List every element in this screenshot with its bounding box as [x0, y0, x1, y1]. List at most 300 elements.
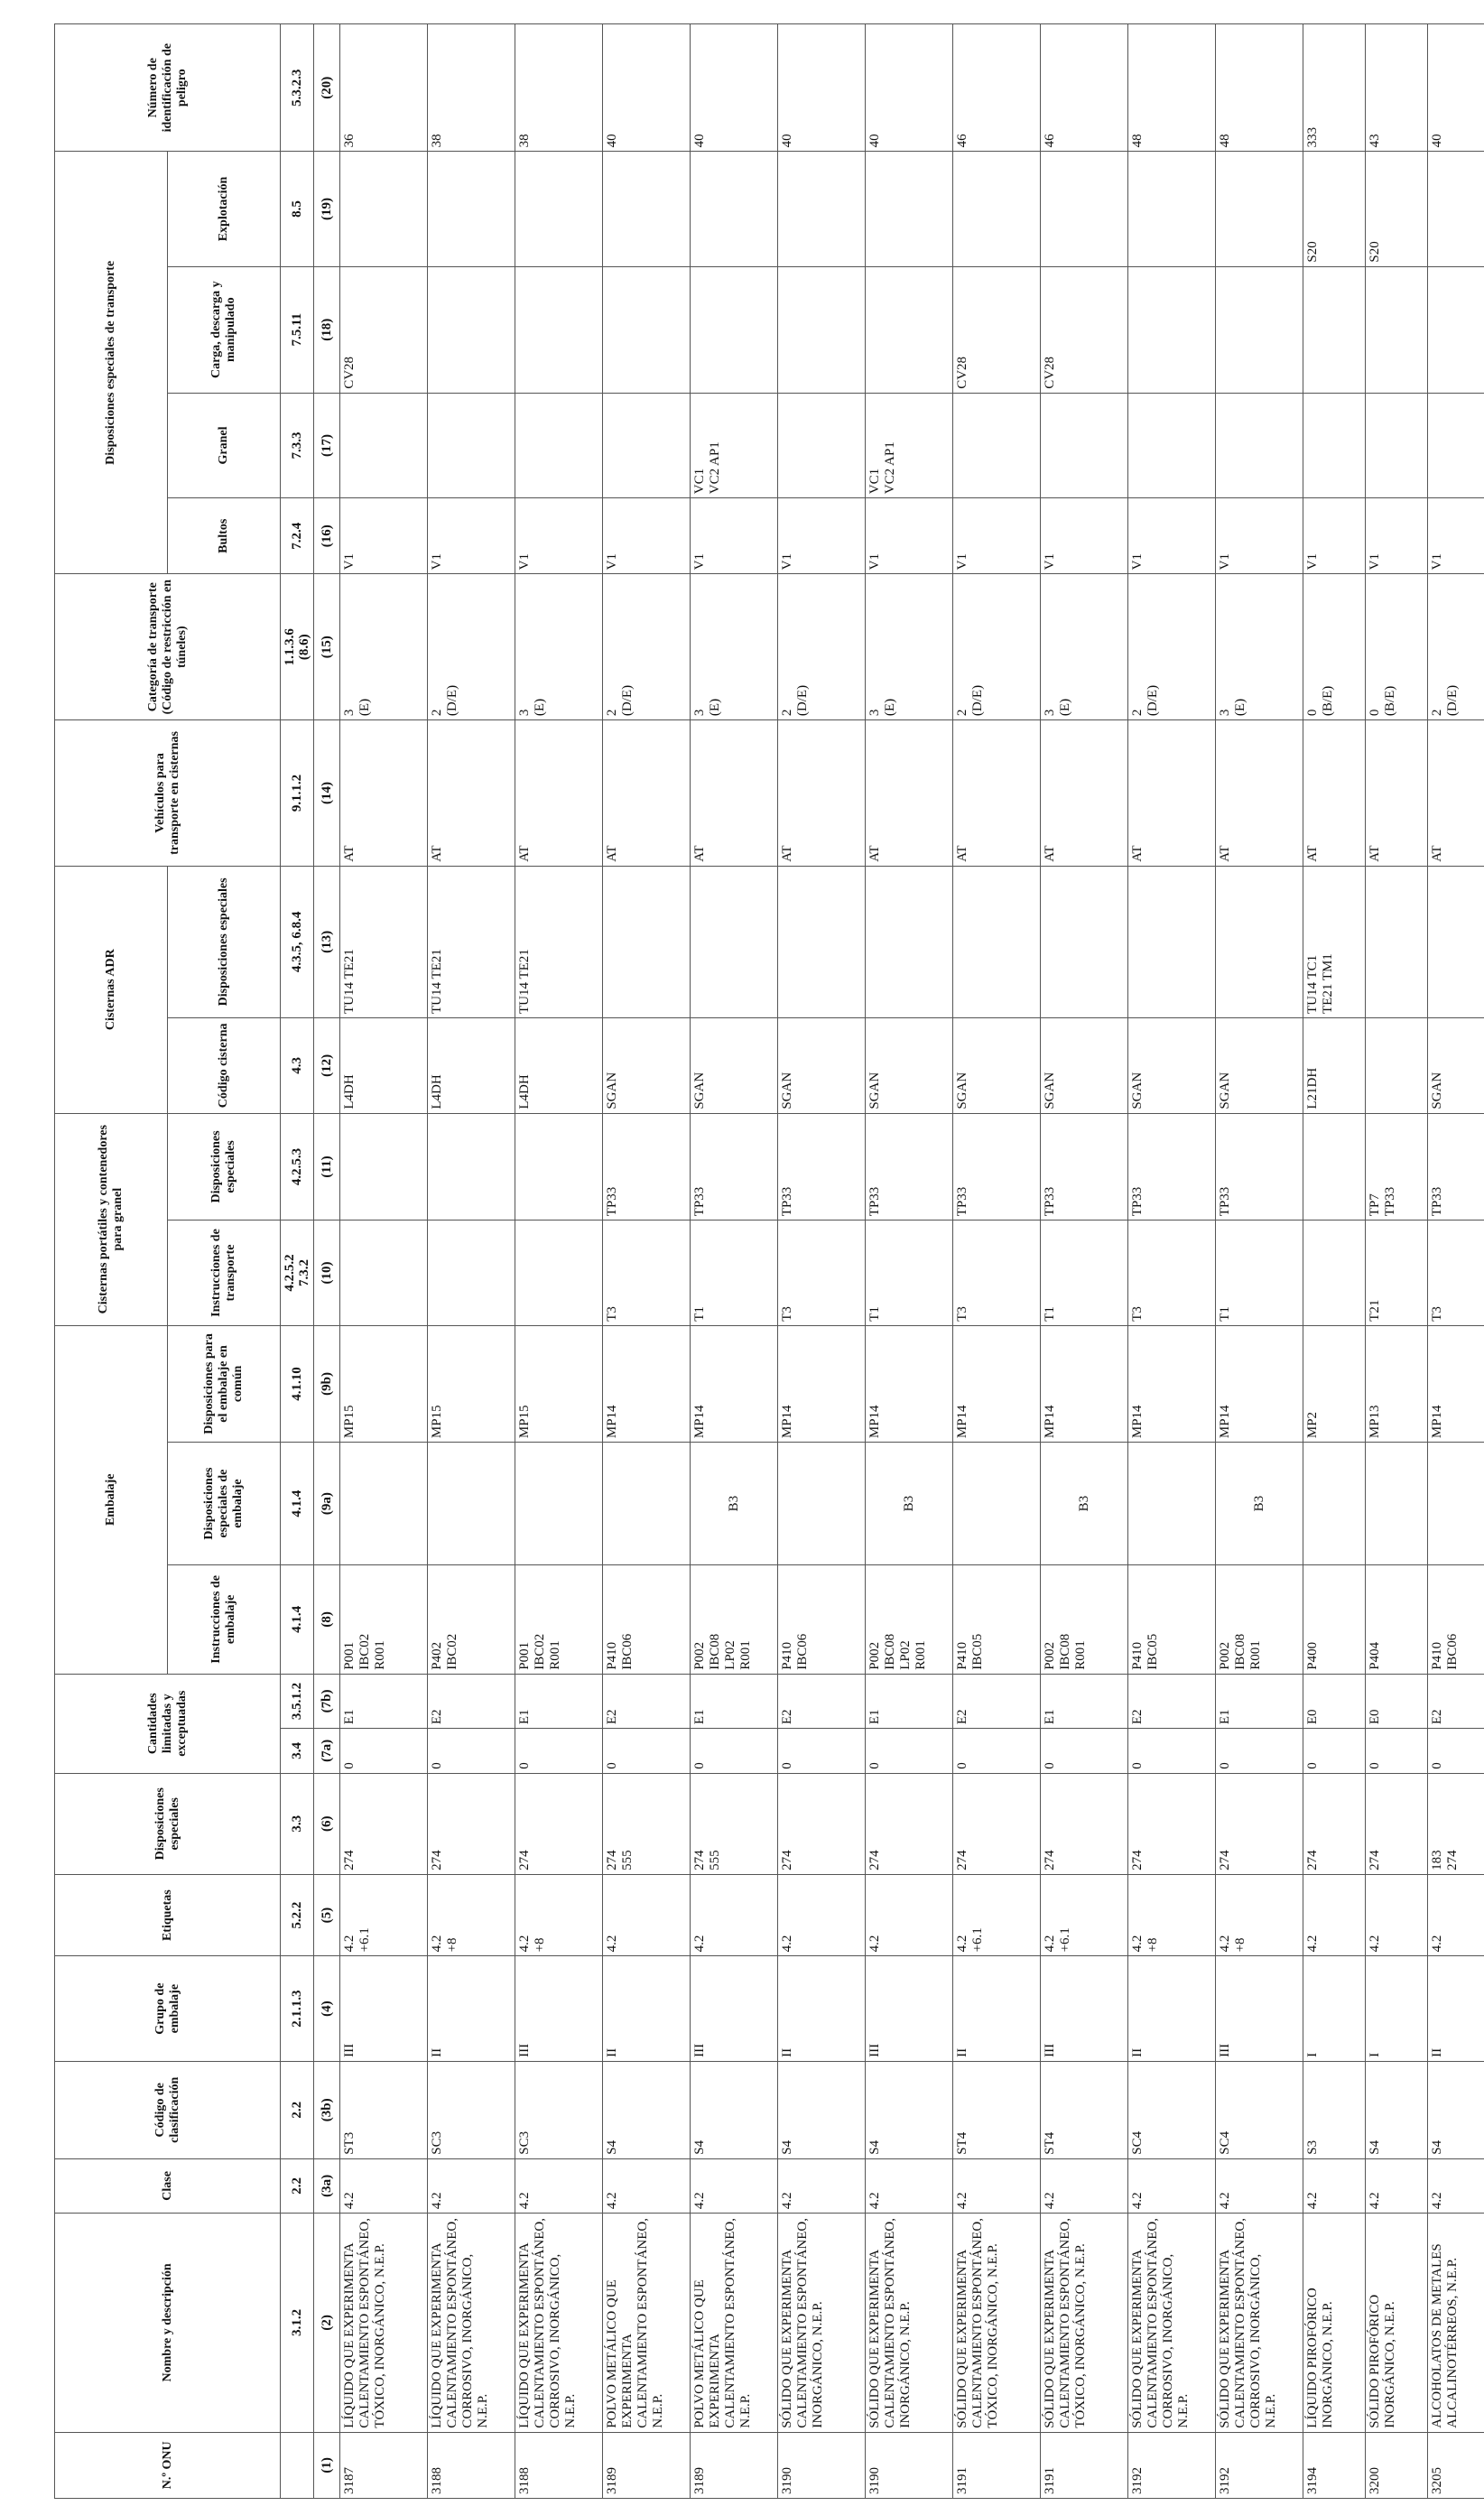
reference-cell: 3.5.1.2	[281, 1674, 314, 1728]
table-cell: 4.2	[340, 2158, 428, 2213]
table-cell: 0	[340, 1729, 428, 1774]
table-cell: ST3	[340, 2061, 428, 2158]
table-cell: SGAN	[1041, 1018, 1128, 1114]
table-cell: 46	[1041, 24, 1128, 152]
column-number-cell: (2)	[314, 2214, 340, 2433]
table-cell: V1	[1366, 498, 1428, 574]
table-cell: P410 IBC06	[778, 1564, 866, 1674]
reference-cell: 4.2.5.3	[281, 1113, 314, 1221]
table-cell: B3	[1041, 1443, 1128, 1565]
table-cell: 274 555	[691, 1773, 778, 1874]
table-cell: 274	[1041, 1773, 1128, 1874]
table-cell: 0	[1041, 1729, 1128, 1774]
name-cell: SÓLIDO QUE EXPERIMENTA CALENTAMIENTO ESPONTÁNEO, TÓXICO, INORGÁNICO, N.E.P.	[953, 2214, 1041, 2433]
table-cell	[1216, 393, 1303, 497]
table-cell: P410 IBC06	[603, 1564, 691, 1674]
un-number-cell: 3200	[1366, 2432, 1428, 2498]
table-cell: 4.2 +8	[1128, 1874, 1216, 1956]
table-cell: 2 (D/E)	[1428, 574, 1484, 720]
table-cell: 2 (D/E)	[953, 574, 1041, 720]
table-cell: AT	[515, 720, 603, 867]
table-cell: E2	[428, 1674, 515, 1728]
header-vehicle: Vehículos para transporte en cisternas	[55, 720, 281, 867]
table-cell	[515, 1221, 603, 1325]
table-cell: I	[1366, 1956, 1428, 2061]
reference-cell: 3.3	[281, 1773, 314, 1874]
table-cell: MP14	[953, 1325, 1041, 1442]
table-cell	[778, 152, 866, 266]
un-number-cell: 3191	[1041, 2432, 1128, 2498]
table-cell	[603, 266, 691, 393]
name-cell: SÓLIDO QUE EXPERIMENTA CALENTAMIENTO ESPONTÁNEO, INORGÁNICO, N.E.P.	[866, 2214, 953, 2433]
table-cell: 274	[953, 1773, 1041, 1874]
table-cell: V1	[1428, 498, 1484, 574]
table-cell	[1428, 266, 1484, 393]
table-cell: ST4	[1041, 2061, 1128, 2158]
table-cell: AT	[1041, 720, 1128, 867]
table-cell: MP14	[1428, 1325, 1484, 1442]
table-cell: 3 (E)	[1041, 574, 1128, 720]
table-cell: AT	[691, 720, 778, 867]
table-cell: AT	[1366, 720, 1428, 867]
column-number-cell: (12)	[314, 1018, 340, 1114]
table-row	[1041, 24, 1128, 2499]
table-cell: B3	[1216, 1443, 1303, 1565]
table-cell: V1	[515, 498, 603, 574]
table-cell: II	[603, 1956, 691, 2061]
table-cell	[866, 152, 953, 266]
table-cell: S4	[866, 2061, 953, 2158]
header-tank-special: Disposiciones especiales	[168, 1113, 281, 1221]
reference-cell: 9.1.1.2	[281, 720, 314, 867]
table-cell: 0	[1366, 1729, 1428, 1774]
table-row	[428, 24, 515, 2499]
table-cell: 4.2	[1366, 1874, 1428, 1956]
table-cell: 38	[428, 24, 515, 152]
table-cell	[1128, 266, 1216, 393]
table-cell: 3 (E)	[340, 574, 428, 720]
reference-cell: 7.5.11	[281, 266, 314, 393]
table-cell: 2 (D/E)	[1128, 574, 1216, 720]
table-cell: 0	[515, 1729, 603, 1774]
reference-cell: 4.3	[281, 1018, 314, 1114]
table-cell	[515, 1443, 603, 1565]
header-un-no: N.º ONU	[55, 2432, 281, 2498]
table-cell: 43	[1366, 24, 1428, 152]
table-cell: P410 IBC05	[953, 1564, 1041, 1674]
un-number-cell: 3191	[953, 2432, 1041, 2498]
header-transport-category: Categoría de transporte (Código de restricción en túneles)	[55, 574, 281, 720]
table-cell: 4.2	[1303, 2158, 1366, 2213]
table-cell: 0	[603, 1729, 691, 1774]
table-cell: E2	[953, 1674, 1041, 1728]
table-cell: S4	[778, 2061, 866, 2158]
reference-cell: 5.2.2	[281, 1874, 314, 1956]
table-cell: AT	[1128, 720, 1216, 867]
header-operation: Explotación	[168, 152, 281, 266]
table-cell: 4.2	[1303, 1874, 1366, 1956]
table-cell: SGAN	[953, 1018, 1041, 1114]
table-cell: MP14	[1216, 1325, 1303, 1442]
header-tank-instructions: Instrucciones de transporte	[168, 1221, 281, 1325]
table-cell	[1128, 866, 1216, 1017]
table-cell: 0	[1303, 1729, 1366, 1774]
table-cell: SGAN	[1216, 1018, 1303, 1114]
table-cell	[1303, 1443, 1366, 1565]
table-cell: E1	[866, 1674, 953, 1728]
table-cell: SC3	[515, 2061, 603, 2158]
table-cell: AT	[1428, 720, 1484, 867]
table-cell: 4.2	[778, 1874, 866, 1956]
table-cell: 40	[691, 24, 778, 152]
table-cell: CV28	[953, 266, 1041, 393]
table-cell	[515, 152, 603, 266]
table-cell: S3	[1303, 2061, 1366, 2158]
table-cell: TP33	[1428, 1113, 1484, 1221]
table-cell: SC3	[428, 2061, 515, 2158]
table-cell: E1	[1041, 1674, 1128, 1728]
table-cell: 4.2	[428, 2158, 515, 2213]
table-cell: III	[691, 1956, 778, 2061]
table-row	[953, 24, 1041, 2499]
table-cell: SGAN	[1428, 1018, 1484, 1114]
table-cell	[340, 1113, 428, 1221]
name-cell: SÓLIDO QUE EXPERIMENTA CALENTAMIENTO ESPONTÁNEO, CORROSIVO, INORGÁNICO, N.E.P.	[1128, 2214, 1216, 2433]
table-cell: 4.2	[1428, 1874, 1484, 1956]
table-cell: TU14 TE21	[428, 866, 515, 1017]
table-cell: TP33	[1041, 1113, 1128, 1221]
column-number-cell: (7b)	[314, 1674, 340, 1728]
table-cell: MP15	[428, 1325, 515, 1442]
column-number-cell: (15)	[314, 574, 340, 720]
table-cell	[1303, 393, 1366, 497]
header-packing-group: Grupo de embalaje	[55, 1956, 281, 2061]
table-cell: 3 (E)	[691, 574, 778, 720]
column-number-cell: (18)	[314, 266, 340, 393]
table-cell: TU14 TC1 TE21 TM1	[1303, 866, 1366, 1017]
un-number-cell: 3188	[428, 2432, 515, 2498]
table-cell: 274	[1303, 1773, 1366, 1874]
table-cell: V1	[340, 498, 428, 574]
table-cell: V1	[1303, 498, 1366, 574]
table-cell: 274	[866, 1773, 953, 1874]
reference-cell: 8.5	[281, 152, 314, 266]
reference-cell: 4.1.4	[281, 1564, 314, 1674]
table-cell: 0	[778, 1729, 866, 1774]
table-cell: III	[866, 1956, 953, 2061]
header-adr-tank-special: Disposiciones especiales	[168, 866, 281, 1017]
reference-cell	[281, 2432, 314, 2498]
table-cell	[691, 866, 778, 1017]
table-cell: L4DH	[515, 1018, 603, 1114]
table-cell	[1128, 393, 1216, 497]
table-cell: 4.2 +8	[428, 1874, 515, 1956]
table-cell: MP14	[1041, 1325, 1128, 1442]
reference-cell: 2.2	[281, 2061, 314, 2158]
table-cell: III	[1216, 1956, 1303, 2061]
table-cell: TU14 TE21	[340, 866, 428, 1017]
table-cell: 0	[691, 1729, 778, 1774]
table-cell	[603, 866, 691, 1017]
table-cell: P002 IBC08 R001	[1216, 1564, 1303, 1674]
reference-cell: 4.1.10	[281, 1325, 314, 1442]
table-cell	[778, 266, 866, 393]
table-cell: II	[428, 1956, 515, 2061]
table-body	[340, 24, 1484, 2499]
table-cell	[691, 152, 778, 266]
table-cell: E1	[691, 1674, 778, 1728]
table-cell: 40	[866, 24, 953, 152]
table-cell: 2 (D/E)	[778, 574, 866, 720]
table-cell	[1216, 866, 1303, 1017]
table-cell: MP14	[691, 1325, 778, 1442]
header-special-transport: Disposiciones especiales de transporte	[55, 152, 168, 574]
table-cell	[778, 1443, 866, 1565]
column-number-cell: (8)	[314, 1564, 340, 1674]
un-number-cell: 3190	[778, 2432, 866, 2498]
table-cell	[1428, 866, 1484, 1017]
table-cell: B3	[866, 1443, 953, 1565]
header-tank-code: Código cisterna	[168, 1018, 281, 1114]
table-cell: SGAN	[603, 1018, 691, 1114]
un-number-cell: 3194	[1303, 2432, 1366, 2498]
table-cell	[603, 152, 691, 266]
table-cell: 0 (B/E)	[1366, 574, 1428, 720]
table-cell	[428, 393, 515, 497]
dangerous-goods-table	[54, 23, 1484, 2499]
table-cell: VC1 VC2 AP1	[691, 393, 778, 497]
table-cell	[340, 152, 428, 266]
table-cell	[1216, 152, 1303, 266]
table-cell	[340, 393, 428, 497]
name-cell: LÍQUIDO PIROFÓRICO INORGÁNICO, N.E.P.	[1303, 2214, 1366, 2433]
table-cell	[428, 1221, 515, 1325]
table-cell: V1	[1216, 498, 1303, 574]
header-class: Clase	[55, 2158, 281, 2213]
table-cell: 0	[1128, 1729, 1216, 1774]
table-cell: I	[1303, 1956, 1366, 2061]
table-cell: 46	[953, 24, 1041, 152]
table-cell: AT	[428, 720, 515, 867]
un-number-cell: 3187	[340, 2432, 428, 2498]
table-cell	[515, 1113, 603, 1221]
table-cell: 4.2	[1428, 2158, 1484, 2213]
name-cell: SÓLIDO QUE EXPERIMENTA CALENTAMIENTO ESPONTÁNEO, TÓXICO, INORGÁNICO, N.E.P.	[1041, 2214, 1128, 2433]
table-cell: 3 (E)	[1216, 574, 1303, 720]
table-cell: MP15	[515, 1325, 603, 1442]
column-number-cell: (3a)	[314, 2158, 340, 2213]
reference-cell: 2.2	[281, 2158, 314, 2213]
table-cell: II	[1128, 1956, 1216, 2061]
table-cell: 2 (D/E)	[603, 574, 691, 720]
name-cell: SÓLIDO PIROFÓRICO INORGÁNICO, N.E.P.	[1366, 2214, 1428, 2433]
table-cell: S4	[1428, 2061, 1484, 2158]
table-cell: AT	[340, 720, 428, 867]
table-cell	[603, 393, 691, 497]
table-cell	[1366, 866, 1428, 1017]
table-cell: TU14 TE21	[515, 866, 603, 1017]
table-cell	[603, 1443, 691, 1565]
reference-cell: 1.1.3.6 (8.6)	[281, 574, 314, 720]
un-number-cell: 3205	[1428, 2432, 1484, 2498]
table-cell: T3	[1428, 1221, 1484, 1325]
table-cell: 274	[340, 1773, 428, 1874]
name-cell: SÓLIDO QUE EXPERIMENTA CALENTAMIENTO ESPONTÁNEO, INORGÁNICO, N.E.P.	[778, 2214, 866, 2433]
table-cell: AT	[1303, 720, 1366, 867]
table-cell: MP14	[1128, 1325, 1216, 1442]
table-cell: 40	[603, 24, 691, 152]
header-mixed-packing: Disposiciones para el embalaje en común	[168, 1325, 281, 1442]
column-number-cell: (4)	[314, 1956, 340, 2061]
header-special-provisions: Disposiciones especiales	[55, 1773, 281, 1874]
table-cell	[1366, 1443, 1428, 1565]
table-cell	[1303, 266, 1366, 393]
table-cell: 2 (D/E)	[428, 574, 515, 720]
table-cell: S20	[1366, 152, 1428, 266]
name-cell: POLVO METÁLICO QUE EXPERIMENTA CALENTAMIENTO ESPONTÁNEO, N.E.P.	[691, 2214, 778, 2433]
table-cell: 4.2	[953, 2158, 1041, 2213]
table-cell: V1	[691, 498, 778, 574]
table-cell	[1428, 1443, 1484, 1565]
table-cell: VC1 VC2 AP1	[866, 393, 953, 497]
table-cell: V1	[603, 498, 691, 574]
table-cell: T3	[603, 1221, 691, 1325]
reference-row	[281, 24, 314, 2499]
table-cell	[691, 266, 778, 393]
table-cell: E2	[1128, 1674, 1216, 1728]
table-cell	[1128, 1443, 1216, 1565]
reference-cell: 3.4	[281, 1729, 314, 1774]
table-cell: 333	[1303, 24, 1366, 152]
table-cell	[428, 266, 515, 393]
table-cell	[340, 1443, 428, 1565]
header-hazard-id: Número de identificación de peligro	[55, 24, 281, 152]
column-number-cell: (1)	[314, 2432, 340, 2498]
table-cell: AT	[866, 720, 953, 867]
table-cell: E2	[778, 1674, 866, 1728]
table-cell: TP33	[866, 1113, 953, 1221]
table-row	[691, 24, 778, 2499]
table-cell	[428, 1113, 515, 1221]
table-cell: 0	[1428, 1729, 1484, 1774]
table-cell: TP33	[603, 1113, 691, 1221]
table-cell	[428, 1443, 515, 1565]
table-cell: MP13	[1366, 1325, 1428, 1442]
table-cell	[1428, 152, 1484, 266]
column-number-cell: (17)	[314, 393, 340, 497]
table-cell: TP33	[691, 1113, 778, 1221]
table-cell	[515, 266, 603, 393]
table-cell: E0	[1303, 1674, 1366, 1728]
table-cell: V1	[953, 498, 1041, 574]
table-cell: TP33	[953, 1113, 1041, 1221]
table-cell	[1303, 1221, 1366, 1325]
table-cell: 4.2	[515, 2158, 603, 2213]
column-number-cell: (10)	[314, 1221, 340, 1325]
table-cell: T3	[953, 1221, 1041, 1325]
header-portable-tanks: Cisternas portátiles y contenedores para granel	[55, 1113, 168, 1325]
table-cell: 4.2 +8	[1216, 1874, 1303, 1956]
table-cell: V1	[428, 498, 515, 574]
column-number-cell: (16)	[314, 498, 340, 574]
table-cell: V1	[1041, 498, 1128, 574]
table-cell: CV28	[340, 266, 428, 393]
table-cell: 4.2	[603, 2158, 691, 2213]
table-cell: 4.2	[866, 1874, 953, 1956]
name-cell: SÓLIDO QUE EXPERIMENTA CALENTAMIENTO ESPONTÁNEO, CORROSIVO, INORGÁNICO, N.E.P.	[1216, 2214, 1303, 2433]
table-cell: E0	[1366, 1674, 1428, 1728]
column-number-cell: (5)	[314, 1874, 340, 1956]
column-number-cell: (6)	[314, 1773, 340, 1874]
table-cell: P002 IBC08 R001	[1041, 1564, 1128, 1674]
header-limited-quantities: Cantidades limitadas y exceptuadas	[55, 1674, 281, 1773]
column-number-cell: (20)	[314, 24, 340, 152]
table-cell	[1041, 866, 1128, 1017]
un-number-cell: 3190	[866, 2432, 953, 2498]
name-cell: POLVO METÁLICO QUE EXPERIMENTA CALENTAMIENTO ESPONTÁNEO, N.E.P.	[603, 2214, 691, 2433]
table-cell: P001 IBC02 R001	[515, 1564, 603, 1674]
column-number-cell: (7a)	[314, 1729, 340, 1774]
column-number-cell: (19)	[314, 152, 340, 266]
table-cell	[1366, 393, 1428, 497]
table-cell: II	[778, 1956, 866, 2061]
table-cell: 0 (B/E)	[1303, 574, 1366, 720]
table-cell: 4.2	[778, 2158, 866, 2213]
table-cell: 48	[1128, 24, 1216, 152]
table-cell: ST4	[953, 2061, 1041, 2158]
table-cell	[1366, 266, 1428, 393]
table-cell	[866, 266, 953, 393]
header-packages: Bultos	[168, 498, 281, 574]
table-cell	[1303, 1113, 1366, 1221]
un-number-cell: 3189	[603, 2432, 691, 2498]
table-cell	[515, 393, 603, 497]
table-cell: AT	[953, 720, 1041, 867]
table-cell: S4	[603, 2061, 691, 2158]
column-number-cell: (11)	[314, 1113, 340, 1221]
table-cell: S4	[691, 2061, 778, 2158]
table-row	[1366, 24, 1428, 2499]
table-cell: T21	[1366, 1221, 1428, 1325]
table-cell	[866, 866, 953, 1017]
table-cell: 40	[778, 24, 866, 152]
un-number-cell: 3192	[1216, 2432, 1303, 2498]
table-cell: S4	[1366, 2061, 1428, 2158]
table-cell: 4.2	[1216, 2158, 1303, 2213]
table-cell: MP14	[866, 1325, 953, 1442]
table-cell: E2	[1428, 1674, 1484, 1728]
table-cell: 274	[428, 1773, 515, 1874]
table-cell	[953, 152, 1041, 266]
table-cell: 4.2 +6.1	[340, 1874, 428, 1956]
table-cell: 48	[1216, 24, 1303, 152]
table-cell: P404	[1366, 1564, 1428, 1674]
table-cell	[1216, 266, 1303, 393]
name-cell: ALCOHOLATOS DE METALES ALCALINOTÉRREOS, N.E.P.	[1428, 2214, 1484, 2433]
table-cell: L21DH	[1303, 1018, 1366, 1114]
table-cell: L4DH	[340, 1018, 428, 1114]
table-cell	[778, 393, 866, 497]
table-cell: B3	[691, 1443, 778, 1565]
table-cell: TP33	[778, 1113, 866, 1221]
table-cell	[953, 866, 1041, 1017]
table-cell: 3 (E)	[866, 574, 953, 720]
table-cell: SGAN	[1128, 1018, 1216, 1114]
table-cell: P001 IBC02 R001	[340, 1564, 428, 1674]
table-cell	[778, 866, 866, 1017]
table-row	[340, 24, 428, 2499]
table-cell: 274	[1366, 1773, 1428, 1874]
